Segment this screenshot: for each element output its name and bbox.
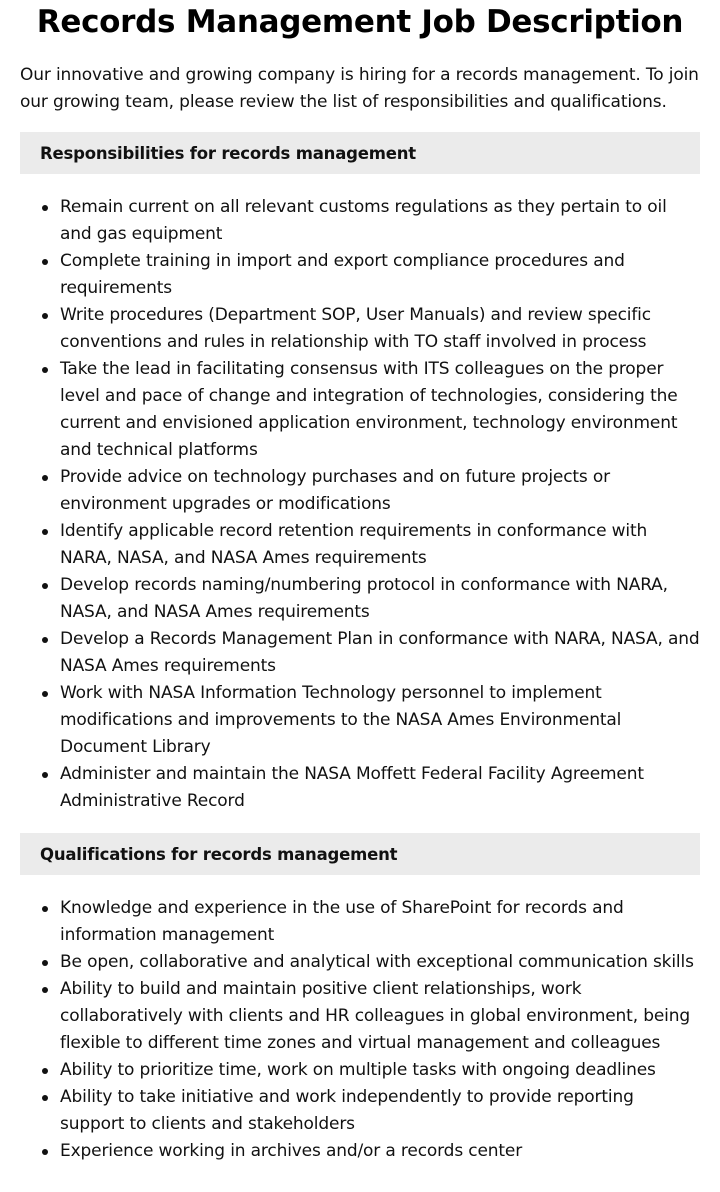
list-item: Develop a Records Management Plan in conformance with NARA, NASA, and NASA Ames requirements <box>60 626 700 680</box>
list-item: Take the lead in facilitating consensus with ITS colleagues on the proper level and pace of change and integration of technologies, considering the current and envisioned application environment, technology environment and technical platforms <box>60 356 700 464</box>
list-item: Remain current on all relevant customs regulations as they pertain to oil and gas equipment <box>60 194 700 248</box>
list-item: Knowledge and experience in the use of SharePoint for records and information management <box>60 895 700 949</box>
list-item: Develop records naming/numbering protocol in conformance with NARA, NASA, and NASA Ames requirements <box>60 572 700 626</box>
list-item: Be open, collaborative and analytical with exceptional communication skills <box>60 949 700 976</box>
list-item: Provide advice on technology purchases and on future projects or environment upgrades or modifications <box>60 464 700 518</box>
responsibilities-list <box>20 194 700 815</box>
qualifications-list <box>20 895 700 1165</box>
list-item: Ability to build and maintain positive client relationships, work collaboratively with clients and HR colleagues in global environment, being flexible to different time zones and virtual management and colleagues <box>60 976 700 1057</box>
list-item: Ability to take initiative and work independently to provide reporting support to clients and stakeholders <box>60 1084 700 1138</box>
list-item: Experience working in archives and/or a records center <box>60 1138 700 1165</box>
list-item: Complete training in import and export compliance procedures and requirements <box>60 248 700 302</box>
page-title: Records Management Job Description <box>36 4 684 40</box>
list-item: Write procedures (Department SOP, User Manuals) and review specific conventions and rules in relationship with TO staff involved in process <box>60 302 700 356</box>
list-item: Ability to prioritize time, work on multiple tasks with ongoing deadlines <box>60 1057 700 1084</box>
list-item: Identify applicable record retention requirements in conformance with NARA, NASA, and NASA Ames requirements <box>60 518 700 572</box>
list-item: Administer and maintain the NASA Moffett Federal Facility Agreement Administrative Record <box>60 761 700 815</box>
qualifications-header: Qualifications for records management <box>20 833 700 875</box>
intro-paragraph: Our innovative and growing company is hiring for a records management. To join our growing team, please review the list of responsibilities and qualifications. <box>20 65 699 112</box>
responsibilities-header: Responsibilities for records management <box>20 132 700 174</box>
list-item: Work with NASA Information Technology personnel to implement modifications and improvements to the NASA Ames Environmental Document Library <box>60 680 700 761</box>
